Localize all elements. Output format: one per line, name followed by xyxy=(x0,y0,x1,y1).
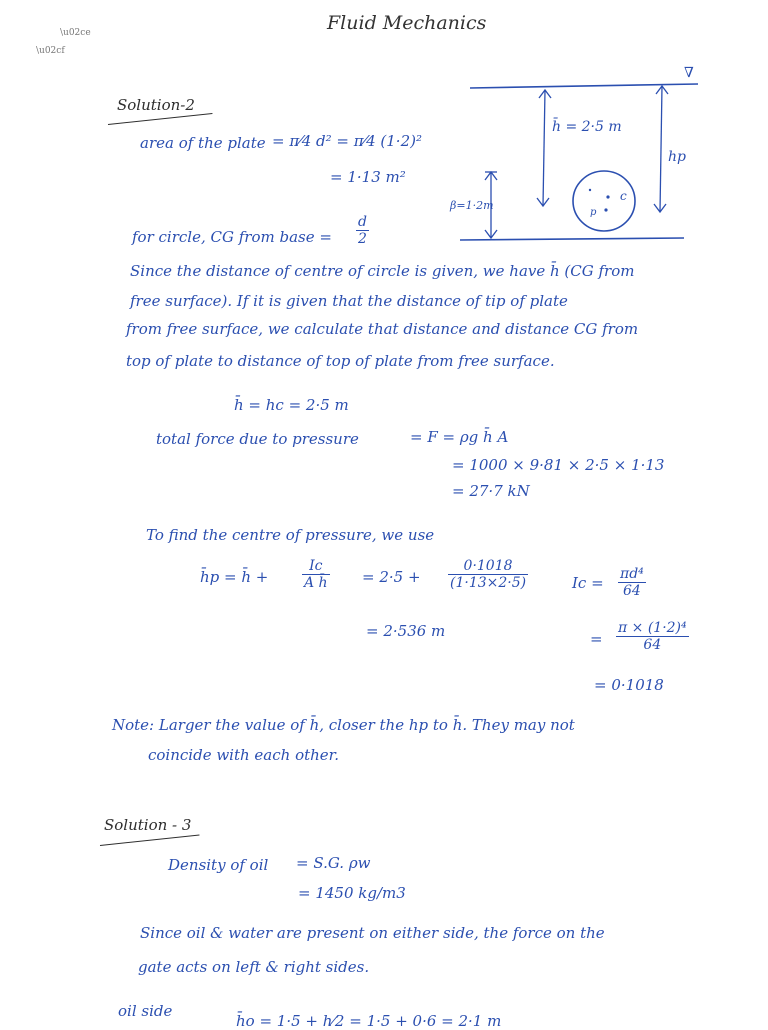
paragraph-line: Since oil & water are present on either side, the force on the xyxy=(140,924,605,942)
hp-equation-mid: = 2·5 + xyxy=(362,568,421,586)
force-calculation: = 1000 × 9·81 × 2·5 × 1·13 xyxy=(452,456,665,474)
plate-diagram xyxy=(440,60,720,250)
solution-2-heading: Solution-2 xyxy=(117,96,195,114)
hp-fraction-num: Ic xyxy=(302,558,330,575)
ic-fraction-den: 64 xyxy=(622,583,641,600)
hp-result: = 2·536 m xyxy=(366,622,446,640)
area-label: area of the plate xyxy=(140,134,266,152)
area-equation: = π⁄4 d² = π⁄4 (1·2)² xyxy=(272,132,422,150)
force-equation: = F = ρg h̄ A xyxy=(410,428,509,446)
note-line: coincide with each other. xyxy=(148,746,339,764)
force-label: total force due to pressure xyxy=(156,430,359,448)
ic-result: = 0·1018 xyxy=(594,676,664,694)
hp-fraction-values-den: (1·13×2·5) xyxy=(450,575,527,592)
base-label: β=1·2m xyxy=(450,199,494,212)
hp-fraction-den: A h̄ xyxy=(304,575,328,592)
cg-fraction-num: d xyxy=(358,214,367,230)
stray-mark: \u02cf xyxy=(36,46,65,56)
hp-fraction-values-num: 0·1018 xyxy=(448,558,528,575)
cg-label: for circle, CG from base = xyxy=(132,228,332,246)
centre-of-pressure-label: To find the centre of pressure, we use xyxy=(146,526,435,544)
base-line xyxy=(460,238,684,240)
hbar-label: h̄ = 2·5 m xyxy=(552,119,622,135)
area-result: = 1·13 m² xyxy=(330,168,406,186)
paragraph-line: top of plate to distance of top of plate from free surface. xyxy=(126,352,555,370)
ic-fraction xyxy=(618,566,646,599)
note-line: Note: Larger the value of h̄, closer the hp to h̄. They may not xyxy=(112,716,575,734)
hp-arrow xyxy=(660,86,662,212)
ic-fraction-values-den: 64 xyxy=(643,637,662,654)
page-title: Fluid Mechanics xyxy=(327,12,487,34)
hp-equation-lhs: h̄p = h̄ + xyxy=(200,568,269,586)
hbar-arrow xyxy=(543,90,545,206)
c-label: c xyxy=(620,189,627,203)
hp-label: hp xyxy=(668,149,686,165)
hp-fraction-values xyxy=(448,558,528,591)
p-label: p xyxy=(590,207,597,218)
density-result: = 1450 kg/m3 xyxy=(298,884,406,902)
force-result: = 27·7 kN xyxy=(452,482,530,500)
pressure-dot xyxy=(604,208,607,211)
cg-fraction-den: 2 xyxy=(358,231,367,248)
ic-fraction-values-num: π × (1·2)⁴ xyxy=(618,620,687,636)
solution-3-heading: Solution - 3 xyxy=(104,816,192,834)
ic-equation-lhs: Ic = xyxy=(572,574,604,592)
hbar-equation: h̄ = hc = 2·5 m xyxy=(234,396,349,414)
paragraph-line: Since the distance of centre of circle is given, we have h̄ (CG from xyxy=(130,262,635,280)
paragraph-line: from free surface, we calculate that distance and distance CG from xyxy=(126,320,639,338)
stray-mark: \u02ce xyxy=(60,28,91,38)
hp-fraction xyxy=(302,558,330,591)
ic-equation-eq: = xyxy=(590,630,603,648)
cg-fraction xyxy=(356,214,369,247)
density-label: Density of oil xyxy=(168,856,269,874)
oil-side-label: oil side xyxy=(118,1002,173,1020)
free-surface-icon: ∇ xyxy=(684,65,694,81)
centroid-dot xyxy=(606,195,609,198)
ic-fraction-values xyxy=(616,620,689,653)
density-equation: = S.G. ρw xyxy=(296,854,371,872)
solution-2-underline xyxy=(108,113,213,125)
solution-3-underline xyxy=(100,835,200,846)
paragraph-line: free surface). If it is given that the distance of tip of plate xyxy=(130,292,568,310)
ic-fraction-num: πd⁴ xyxy=(620,566,644,582)
oil-side-equation: h̄o = 1·5 + h⁄2 = 1·5 + 0·6 = 2·1 m xyxy=(236,1012,502,1030)
paragraph-line: gate acts on left & right sides. xyxy=(138,958,370,976)
